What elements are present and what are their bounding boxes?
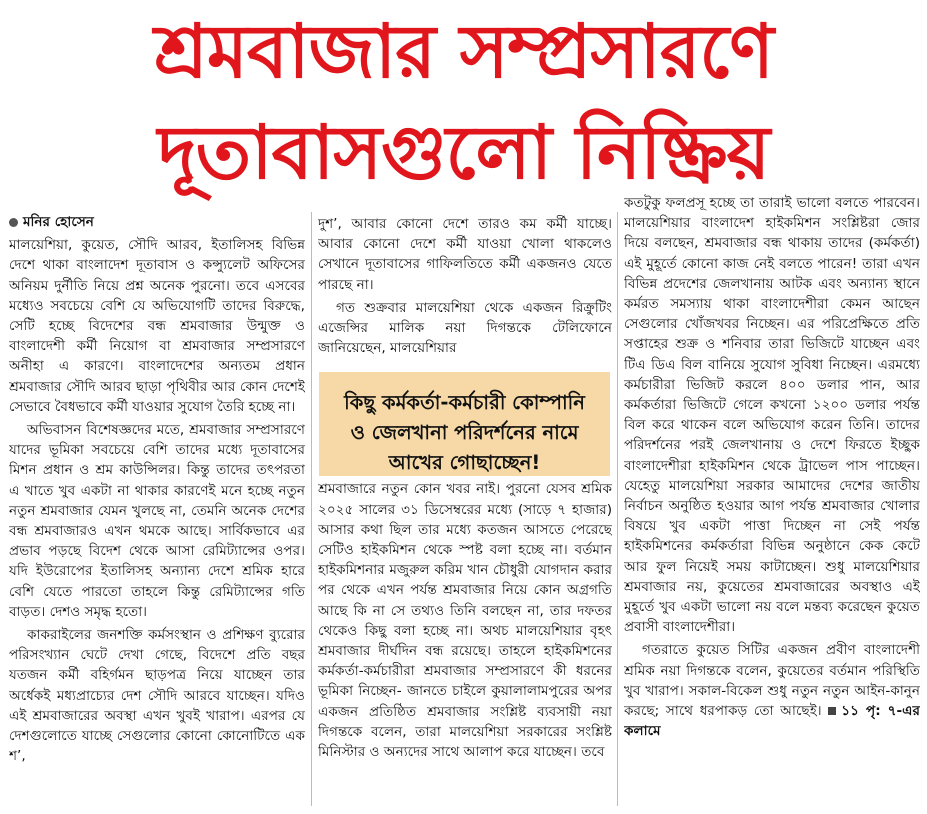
pullquote-line-3: আখের গোছাচ্ছেন! (388, 451, 541, 474)
headline-line-1: শ্রমবাজার সম্প্রসারণে (154, 9, 773, 95)
continuation-text: ১১ পৃ: ৭-এর কলামে (624, 703, 920, 740)
article-column-1 (9, 212, 305, 808)
paragraph: অভিবাসন বিশেষজ্ঞদের মতে, শ্রমবাজার সম্প্রসারণে যাদের ভূমিকা সবচেয়ে বেশি তাদের মধ্যে দূতাবাসের মিশন প্রধান ও শ্রম কাউন্সিলর। কিন্তু তাদের তৎপরতা এ খাতে খুব একটা না থাকার কারণেই মনে হচ্ছে নতুন নতুন শ্রমবাজার যেমন খুলছে না, তেমনি অনেক দেশের বন্ধ শ্রমবাজারও এখন থমকে আছে। সার্বিকভাবে এর প্রভাব পড়ছে বিদেশ থেকে আসা রেমিট্যান্সের ওপর। যদি ইউরোপের ইতালিসহ অন্যান্য দেশে শ্রমিক হারে বেশি যেতে পারতো তাহলে কিন্তু রেমিট্যান্সের গতি বাড়ত। দেশও সমৃদ্ধ হতো। (9, 422, 305, 620)
square-bullet-icon (828, 707, 836, 715)
paragraph: দুশ’, আবার কোনো দেশে তারও কম কর্মী যাচ্ছে। আবার কোনো দেশে কর্মী যাওয়া খোলা থাকলেও সেখানে দূতাবাসের গাফিলতিতে কর্মী একজনও যেতে পারছে না। (318, 216, 612, 293)
paragraph: কাকরাইলের জনশক্তি কর্মসংস্থান ও প্রশিক্ষণ ব্যুরোর পরিসংখ্যান ঘেটে দেখা গেছে, বিদেশে প্রতি বছর যতজন কর্মী বহির্গমন ছাড়পত্র নিয়ে যাচ্ছেন তার অর্ধেকই মধ্যপ্রাচ্যের দেশ সৌদি আরবে যাচ্ছেন। যদিও এই শ্রমবাজারের অবস্থা এখন খুবই খারাপ। এরপর যে দেশগুলোতে যাচ্ছে সেগুলোর কোনো কোনোটিতে এক শ’, (9, 627, 305, 765)
pullquote-line-1: কিছু কর্মকর্তা-কর্মচারী কোম্পানি (344, 391, 585, 414)
byline (9, 212, 305, 232)
pullquote-line-2: ও জেলখানা পরিদর্শনের নামে (350, 421, 579, 444)
column-divider (311, 212, 312, 806)
article-column-2 (318, 214, 612, 808)
pullquote-box (319, 372, 610, 476)
headline-line-2: দূতাবাসগুলো নিষ্ক্রিয় (157, 110, 770, 196)
paragraph-text: গতরাতে কুয়েত সিটির একজন প্রবীণ বাংলাদেশী শ্রমিক নয়া দিগন্তকে বলেন, কুয়েতের বর্তমান পরিস্থিতি খুব খারাপ। সকাল-বিকেল শুধু নতুন নতুন আইন-কানুন করছে; সাথে ধরপাকড় তো আছেই। (624, 642, 920, 720)
paragraph: শ্রমবাজারে নতুন কোন খবর নাই। পুরনো যেসব শ্রমিক ২০২৫ সালের ৩১ ডিসেম্বরের মধ্যে (সাড়ে ৭ হাজার) আসার কথা ছিল তার মধ্যে কতজন আসতে পেরেছে সেটিও হাইকমিশন থেকে স্পষ্ট বলা হচ্ছে না। বর্তমান হাইকমিশনার মজুরুল করিম খান চৌধুরী যোগদান করার পর থেকে এখন পর্যন্ত শ্রমবাজার নিয়ে কোন অগ্রগতি আছে কি না সে তথ্যও তিনি বলছেন না, তার দফতর থেকেও কিছু বলা হচ্ছে না। অথচ মালয়েশিয়ার বৃহৎ শ্রমবাজার দীর্ঘদিন বন্ধ রয়েছে। তাহলে হাইকমিশনের কর্মকর্তা-কর্মচারীরা শ্রমবাজার সম্প্রসারণে কী ধরনের ভূমিকা নিচ্ছেন- জানতে চাইলে কুয়ালালামপুরের অপর একজন প্রতিষ্ঠিত শ্রমবাজার সংশ্লিষ্ট ব্যবসায়ী নয়া দিগন্তকে বলেন, তারা মালয়েশিয়া সরকারের সংশ্লিষ্ট মিনিস্টার ও অন্যদের সাথে আলাপ করে যাচ্ছেন। তবে (318, 481, 612, 761)
bullet-icon (9, 218, 18, 227)
paragraph (624, 640, 920, 741)
paragraph: কতটুকু ফলপ্রসূ হচ্ছে তা তারাই ভালো বলতে পারবেন। মালয়েশিয়ার বাংলাদেশ হাইকমিশন সংশ্লিষ্টরা জোর দিয়ে বলছেন, শ্রমবাজার বন্ধ থাকায় তাদের (কর্মকর্তা) এই মুহূর্তে কোনো কাজ নেই বলতে পারেন! তারা এখন বিভিন্ন প্রদেশের জেলখানায় আটক এবং অন্যান্য স্থানে কর্মরত সমস্যায় থাকা বাংলাদেশীরা কেমন আছেন সেগুলোর খোঁজখবর নিচ্ছেন। এর পরিপ্রেক্ষিতে প্রতি সপ্তাহের শুক্র ও শনিবার তারা ভিজিটে যাচ্ছেন এবং টিএ ডিএ বিল বানিয়ে সুযোগ সুবিধা নিচ্ছেন। এরমধ্যে কর্মচারীরা ভিজিট করলে ৪০০ ডলার পান, আর কর্মকর্তারা ভিজিটে গেলে কখনো ১২০০ ডলার পর্যন্ত বিল করে থাকেন বলে অভিযোগ করেন তিনি। তাদের পরিদর্শনের পরই জেলখানায় ও দেশে ফিরতে ইচ্ছুক বাংলাদেশীরা হাইকমিশন থেকে ট্রাভেল পাস পাচ্ছেন। যেহেতু মালয়েশিয়া সরকার আমাদের দেশের জাতীয় নির্বাচন অনুষ্ঠিত হওয়ার আগ পর্যন্ত শ্রমবাজার খোলার বিষয়ে খুব একটা পাত্তা দিচ্ছেন না সেই পর্যন্ত হাইকমিশনের কর্মকর্তারা বিভিন্ন অনুষ্ঠানে কেক কেটে আর ফুল নিয়েই সময় কাটাচ্ছেন। শুধু মালয়েশিয়ার শ্রমবাজার নয়, কুয়েতের শ্রমবাজারের অবস্থাও এই মুহূর্তে খুব একটা ভালো নয় বলে মন্তব্য করেছেন কুয়েত প্রবাসী বাংলাদেশীরা। (624, 195, 920, 636)
author-name: মনির হোসেন (23, 214, 94, 230)
article-column-3 (624, 193, 920, 808)
paragraph: মালয়েশিয়া, কুয়েত, সৌদি আরব, ইতালিসহ বিভিন্ন দেশে থাকা বাংলাদেশ দূতাবাস ও কন্স্যুলেট অফিসের অনিয়ম দুর্নীতি নিয়ে প্রশ্ন অনেক পুরনো। তবে এসবের মধ্যেও সবচেয়ে বেশি যে অভিযোগটি তাদের বিরুদ্ধে, সেটি হচ্ছে বিদেশের বন্ধ শ্রমবাজার উন্মুক্ত ও বাংলাদেশী কর্মী নিয়োগ বা শ্রমবাজার সম্প্রসারণে অনীহা এ কারণে। বাংলাদেশের অন্যতম প্রধান শ্রমবাজার সৌদি আরব ছাড়া পৃথিবীর আর কোন দেশেই সেভাবে বৈধভাবে কর্মী যাওয়ার সুযোগ তৈরি হচ্ছে না। (9, 237, 305, 415)
paragraph: গত শুক্রবার মালয়েশিয়া থেকে একজন রিক্রুটিং এজেন্সির মালিক নয়া দিগন্তকে টেলিফোনে জানিয়েছেন, মালয়েশিয়ার (318, 299, 612, 357)
column-divider (617, 212, 618, 806)
